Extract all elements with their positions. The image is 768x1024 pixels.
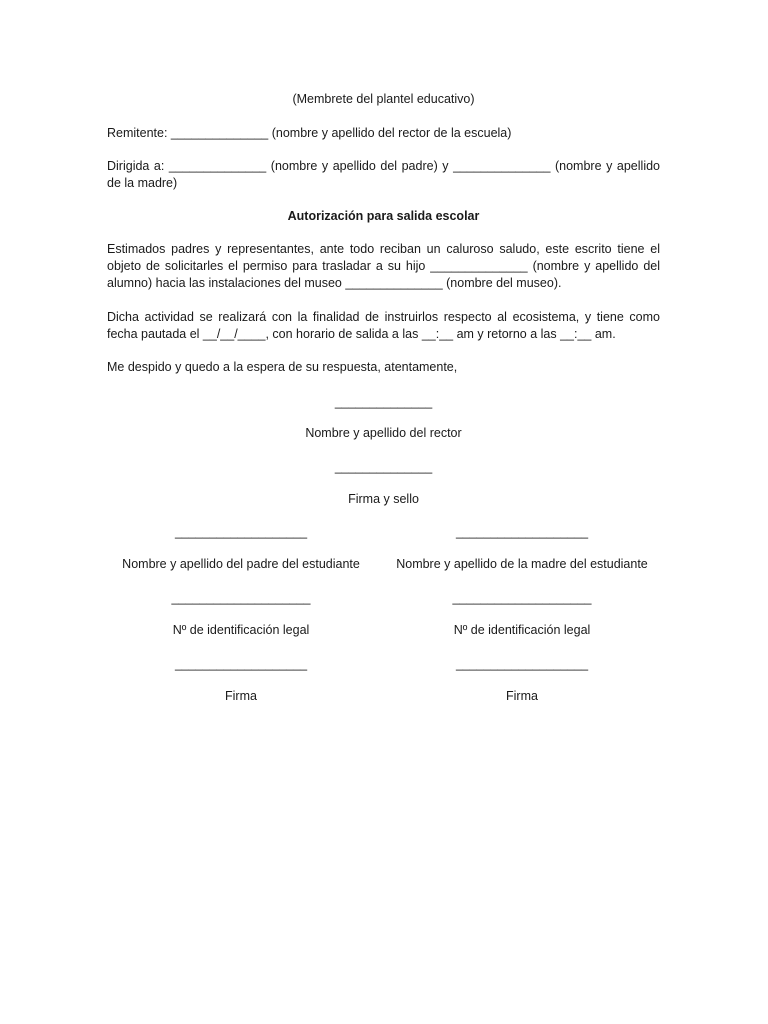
addressee-line: Dirigida a: ______________ (nombre y apellido del padre) y ______________ (nombre y apellido de la madre): [107, 159, 660, 190]
father-name-line: ___________________: [174, 525, 308, 539]
mother-name-label: Nombre y apellido de la madre del estudiante: [396, 557, 648, 571]
sender-line: Remitente: ______________ (nombre y apellido del rector de la escuela): [107, 126, 512, 140]
rector-signature-line: ______________: [334, 395, 433, 409]
mother-sign-label: Firma: [506, 689, 538, 703]
rector-sign-label: Firma y sello: [348, 492, 419, 506]
mother-id-line: ____________________: [452, 591, 592, 605]
closing-line: Me despido y quedo a la espera de su respuesta, atentamente,: [107, 360, 458, 374]
mother-sign-line: ___________________: [455, 657, 589, 671]
rector-name-label: Nombre y apellido del rector: [305, 426, 462, 440]
body-paragraph-1: Estimados padres y representantes, ante todo reciban un caluroso saludo, este escrito tiene el objeto de solicitarles el permiso para trasladar a su hijo ______________ (nombre y apellido del alumno) hacia las instalaciones del museo ______________ (nombre del museo).: [107, 242, 660, 290]
body-paragraph-2: Dicha actividad se realizará con la finalidad de instruirlos respecto al ecosistema, y tiene como fecha pautada el __/__/____, con horario de salida a las __:__ am y retorno a las __:__ am.: [107, 310, 660, 341]
rector-seal-line: ______________: [334, 460, 433, 474]
father-id-label: Nº de identificación legal: [172, 623, 310, 637]
mother-id-label: Nº de identificación legal: [453, 623, 591, 637]
father-sign-label: Firma: [225, 689, 257, 703]
father-sign-line: ___________________: [174, 657, 308, 671]
letterhead: (Membrete del plantel educativo): [292, 92, 475, 106]
document-title: Autorización para salida escolar: [287, 209, 480, 223]
mother-name-line: ___________________: [455, 525, 589, 539]
father-name-label: Nombre y apellido del padre del estudiante: [122, 557, 360, 571]
father-id-line: ____________________: [171, 591, 311, 605]
